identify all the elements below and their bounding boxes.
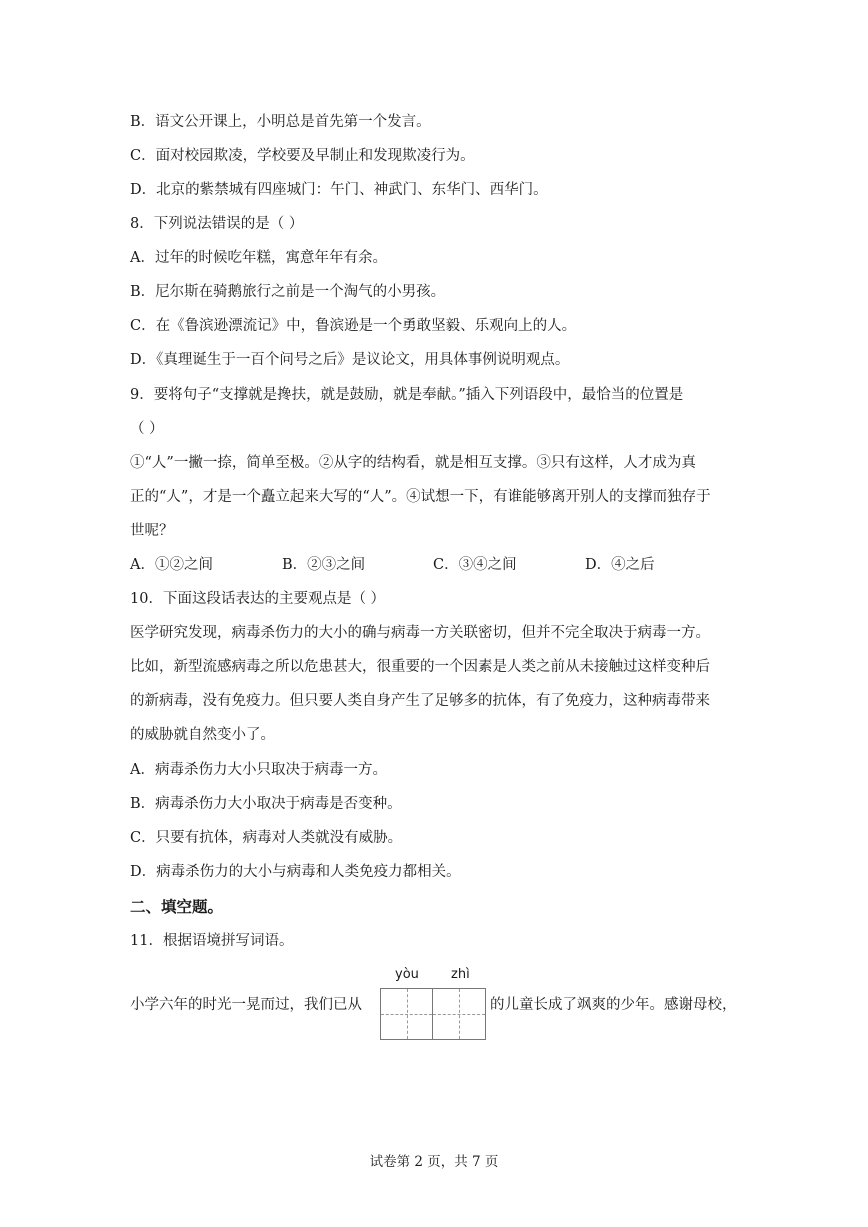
pinyin-you: yòu (395, 967, 419, 982)
answer-box-1[interactable] (381, 989, 433, 1039)
q9-question-line1: 9．要将句子“支撑就是搀扶，就是鼓励，就是奉献。”插入下列语段中，最恰当的位置是 (130, 387, 684, 403)
section-fill-in-heading: 二、填空题。 (130, 897, 224, 916)
q11-question: 11．根据语境拼写词语。 (130, 933, 294, 949)
q7-option-c: C．面对校园欺凌，学校要及早制止和发现欺凌行为。 (130, 148, 475, 164)
answer-box-2[interactable] (433, 989, 485, 1039)
q8-option-d: D．《真理诞生于一百个问号之后》是议论文，用具体事例说明观点。 (130, 352, 570, 368)
q8-option-b: B．尼尔斯在骑鹅旅行之前是一个淘气的小男孩。 (130, 284, 446, 300)
pinyin-zhi: zhì (451, 967, 470, 982)
q9-option-a: A．①②之间 (130, 557, 213, 573)
q10-passage-line3: 的新病毒，没有免疫力。但只要人类自身产生了足够多的抗体，有了免疫力，这种病毒带来 (130, 693, 710, 709)
q10-option-a: A．病毒杀伤力大小只取决于病毒一方。 (130, 762, 387, 778)
q10-option-c: C．只要有抗体，病毒对人类就没有威胁。 (130, 830, 403, 846)
q9-passage-line1: ①“人”一撇一捺，简单至极。②从字的结构看，就是相互支撑。③只有这样，人才成为真 (130, 455, 696, 471)
q9-passage-line3: 世呢？ (130, 523, 174, 539)
q8-option-c: C．在《鲁滨逊漂流记》中，鲁滨逊是一个勇敢坚毅、乐观向上的人。 (130, 318, 577, 334)
q9-option-c: C．③④之间 (433, 557, 517, 573)
q10-option-d: D．病毒杀伤力的大小与病毒和人类免疫力都相关。 (130, 864, 461, 880)
page-footer: 试卷第 2 页，共 7 页 (369, 1154, 499, 1170)
q9-question-line2: （ ） (130, 421, 164, 437)
q11-sentence-after: 的儿童长成了飒爽的少年。感谢母校， (490, 997, 737, 1013)
q10-passage-line4: 的威胁就自然变小了。 (130, 727, 275, 743)
q8-question: 8．下列说法错误的是（ ） (130, 216, 304, 232)
q9-option-b: B．②③之间 (282, 557, 366, 573)
q10-question: 10．下面这段话表达的主要观点是（ ） (130, 591, 386, 607)
q10-option-b: B．病毒杀伤力大小取决于病毒是否变种。 (130, 796, 402, 812)
q10-passage-line1: 医学研究发现，病毒杀伤力的大小的确与病毒一方关联密切，但并不完全取决于病毒一方。 (130, 625, 710, 641)
q9-option-d: D．④之后 (585, 557, 655, 573)
q11-sentence-before: 小学六年的时光一晃而过，我们已从 (130, 997, 362, 1013)
q8-option-a: A．过年的时候吃年糕，寓意年年有余。 (130, 250, 387, 266)
answer-grid (380, 988, 486, 1040)
q7-option-b: B．语文公开课上，小明总是首先第一个发言。 (130, 114, 431, 130)
q7-option-d: D．北京的紫禁城有四座城门：午门、神武门、东华门、西华门。 (130, 182, 548, 198)
q10-passage-line2: 比如，新型流感病毒之所以危患甚大，很重要的一个因素是人类之前从未接触过这样变种后 (130, 659, 710, 675)
q9-passage-line2: 正的“人”，才是一个矗立起来大写的“人”。④试想一下，有谁能够离开别人的支撑而独存于 (130, 489, 711, 505)
